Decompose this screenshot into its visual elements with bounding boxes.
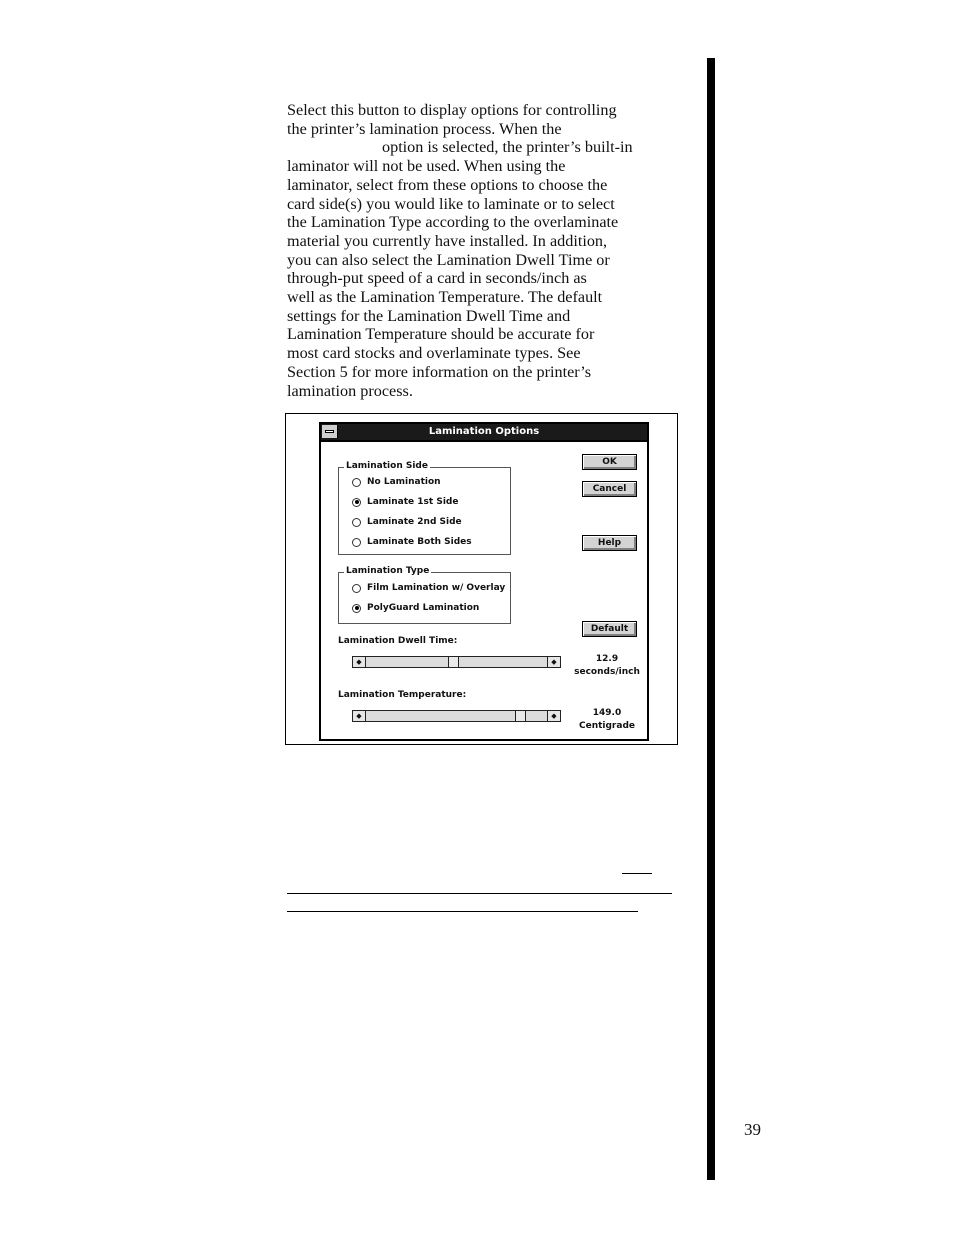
underline-rule (622, 873, 652, 874)
radio-checked-icon (352, 604, 361, 613)
dwell-time-label: Lamination Dwell Time: (338, 636, 458, 646)
radio-label: Laminate Both Sides (367, 537, 472, 547)
temperature-readout (572, 707, 642, 733)
cancel-button[interactable]: Cancel (582, 481, 637, 497)
temperature-scrollbar[interactable] (352, 710, 561, 722)
scroll-left-arrow-icon[interactable]: ◆ (353, 711, 366, 721)
scroll-right-arrow-icon[interactable]: ◆ (547, 711, 560, 721)
lamination-type-group (338, 566, 511, 624)
lamination-options-dialog (319, 422, 649, 741)
help-button[interactable]: Help (582, 535, 637, 551)
temperature-slider-thumb[interactable] (515, 711, 526, 721)
body-line: settings for the Lamination Dwell Time and (287, 306, 571, 325)
radio-label: Film Lamination w/ Overlay (367, 583, 506, 593)
body-line: lamination process. (287, 381, 413, 400)
radio-film-lamination-overlay[interactable] (352, 582, 505, 594)
figure-frame (285, 413, 678, 745)
radio-label: Laminate 1st Side (367, 497, 459, 507)
scroll-right-arrow-icon[interactable]: ◆ (547, 657, 560, 667)
margin-rule (707, 58, 715, 1180)
body-paragraph (287, 101, 679, 400)
body-line: card side(s) you would like to laminate or to select (287, 194, 615, 213)
radio-label: No Lamination (367, 477, 441, 487)
radio-laminate-1st-side[interactable] (352, 496, 458, 508)
body-line: well as the Lamination Temperature. The default (287, 288, 603, 307)
scroll-left-arrow-icon[interactable]: ◆ (353, 657, 366, 667)
dwell-time-readout (572, 653, 642, 679)
temperature-label: Lamination Temperature: (338, 690, 467, 700)
dialog-title: Lamination Options (428, 426, 540, 437)
dwell-time-scrollbar[interactable] (352, 656, 561, 668)
ok-button[interactable]: OK (582, 454, 637, 470)
body-line: through-put speed of a card in seconds/inch as (287, 269, 587, 288)
radio-unchecked-icon (352, 584, 361, 593)
horizontal-rule (287, 893, 672, 894)
dialog-titlebar[interactable] (321, 424, 647, 442)
lamination-side-group (338, 461, 511, 555)
body-line: the printer’s lamination process. When the (287, 119, 562, 138)
page-number: 39 (744, 1120, 761, 1139)
body-line: laminator will not be used. When using the (287, 157, 566, 176)
lamination-type-label: Lamination Type (346, 566, 430, 576)
body-line: laminator, select from these options to choose the (287, 175, 608, 194)
body-line: most card stocks and overlaminate types. See (287, 344, 581, 363)
dwell-time-unit: seconds/inch (574, 667, 640, 677)
lamination-side-label: Lamination Side (346, 461, 428, 471)
body-line: Lamination Temperature should be accurate for (287, 325, 595, 344)
radio-label: PolyGuard Lamination (367, 603, 480, 613)
radio-laminate-both-sides[interactable] (352, 536, 472, 548)
radio-laminate-2nd-side[interactable] (352, 516, 462, 528)
body-line: you can also select the Lamination Dwell Time or (287, 250, 610, 269)
body-line: material you currently have installed. In addition, (287, 231, 608, 250)
radio-unchecked-icon (352, 518, 361, 527)
temperature-value: 149.0 (592, 708, 622, 718)
body-line: Section 5 for more information on the printer’s (287, 362, 592, 381)
horizontal-rule (287, 911, 638, 912)
default-button[interactable]: Default (582, 621, 637, 637)
body-line: the Lamination Type according to the overlaminate (287, 213, 619, 232)
dwell-time-slider-thumb[interactable] (448, 657, 459, 667)
radio-unchecked-icon (352, 538, 361, 547)
radio-polyguard-lamination[interactable] (352, 602, 479, 614)
body-line: Select this button to display options for controlling (287, 101, 617, 119)
dwell-time-value: 12.9 (595, 654, 619, 664)
body-line: option is selected, the printer’s built-in (382, 138, 633, 157)
temperature-unit: Centigrade (578, 721, 635, 731)
radio-label: Laminate 2nd Side (367, 517, 462, 527)
radio-no-lamination[interactable] (352, 476, 441, 488)
radio-unchecked-icon (352, 478, 361, 487)
radio-checked-icon (352, 498, 361, 507)
